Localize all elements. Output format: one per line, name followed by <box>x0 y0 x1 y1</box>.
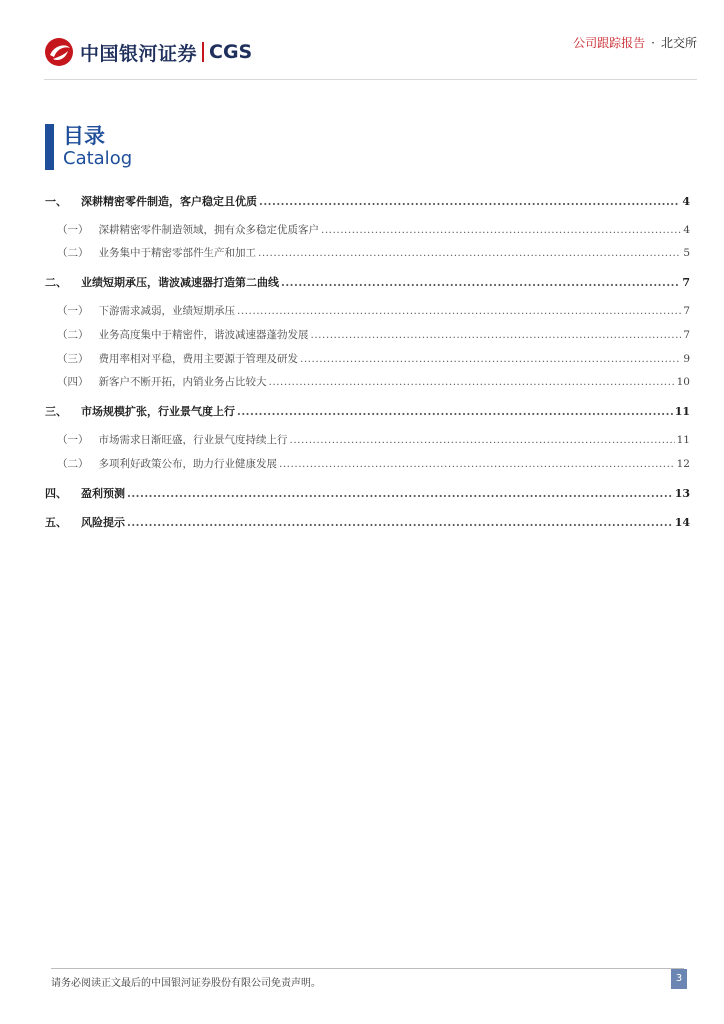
toc-title: 业绩短期承压，谐波减速器打造第二曲线 <box>81 276 279 289</box>
toc-page-number: 12 <box>676 458 690 470</box>
toc-number: （一） <box>57 305 89 317</box>
toc-leader-dots <box>258 247 681 259</box>
toc-page-number: 7 <box>683 305 690 317</box>
toc-leader-dots <box>127 487 673 500</box>
toc-title: 新客户不断开拓，内销业务占比较大 <box>98 376 267 388</box>
toc-section-link[interactable] <box>45 403 690 419</box>
title-accent-bar <box>45 124 54 170</box>
page-title-cn: 目录 <box>63 124 105 148</box>
toc-subsection-link[interactable] <box>45 432 690 447</box>
toc-title: 风险提示 <box>81 516 125 529</box>
toc-leader-dots <box>300 353 681 365</box>
toc-number: （二） <box>57 458 89 470</box>
toc-leader-dots <box>269 376 675 388</box>
toc-title: 业务集中于精密零部件生产和加工 <box>98 247 256 259</box>
toc-title: 盈利预测 <box>81 487 125 500</box>
toc-subsection-link[interactable] <box>45 245 690 260</box>
toc-leader-dots <box>311 329 682 341</box>
toc-leader-dots <box>237 305 681 317</box>
toc-page-number: 11 <box>676 434 690 446</box>
toc-page-number: 11 <box>674 405 690 418</box>
page-number: 3 <box>671 969 687 989</box>
toc-number: （二） <box>57 329 89 341</box>
toc-number: （四） <box>57 376 89 388</box>
toc-number: 一、 <box>45 195 67 208</box>
toc-number: 四、 <box>45 487 67 500</box>
toc-title: 下游需求减弱，业绩短期承压 <box>98 305 235 317</box>
toc-number: （一） <box>57 434 89 446</box>
toc-page-number: 5 <box>683 247 690 259</box>
toc-subsection-link[interactable] <box>45 327 690 342</box>
logo-text-en: CGS <box>209 41 253 63</box>
toc-leader-dots <box>237 405 673 418</box>
galaxy-logo-icon <box>44 37 74 67</box>
report-type-label <box>573 34 697 51</box>
toc-page-number: 9 <box>683 353 690 365</box>
toc-subsection-link[interactable] <box>45 303 690 318</box>
toc-page-number: 4 <box>683 224 690 236</box>
logo-divider <box>202 42 204 62</box>
toc-number: （一） <box>57 224 89 236</box>
header-divider <box>44 79 697 80</box>
toc-title: 深耕精密零件制造，客户稳定且优质 <box>81 195 257 208</box>
toc-number: 二、 <box>45 276 67 289</box>
toc-title: 费用率相对平稳，费用主要源于管理及研发 <box>98 353 298 365</box>
toc-number: （二） <box>57 247 89 259</box>
logo-text-cn: 中国银河证券 <box>80 42 198 65</box>
footer-divider <box>51 968 684 969</box>
toc-number: （三） <box>57 353 89 365</box>
toc-title: 多项利好政策公布，助力行业健康发展 <box>98 458 277 470</box>
toc-section-link[interactable] <box>45 485 690 501</box>
toc-leader-dots <box>259 195 680 208</box>
toc-leader-dots <box>281 276 680 289</box>
toc-subsection-link[interactable] <box>45 374 690 389</box>
toc-page-number: 7 <box>682 276 690 289</box>
toc-leader-dots <box>279 458 675 470</box>
toc-number: 三、 <box>45 405 67 418</box>
toc-section-link[interactable] <box>45 193 690 209</box>
toc-leader-dots <box>321 224 681 236</box>
header-separator: · <box>651 36 655 50</box>
toc-section-link[interactable] <box>45 274 690 290</box>
toc-subsection-link[interactable] <box>45 351 690 366</box>
toc-number: 五、 <box>45 516 67 529</box>
toc-page-number: 10 <box>676 376 690 388</box>
company-logo <box>44 37 252 67</box>
toc-page-number: 13 <box>674 487 690 500</box>
toc-section-link[interactable] <box>45 514 690 530</box>
toc-page-number: 4 <box>682 195 690 208</box>
toc-leader-dots <box>290 434 675 446</box>
toc-page-number: 7 <box>683 329 690 341</box>
toc-leader-dots <box>127 516 673 529</box>
toc-title: 市场需求日渐旺盛，行业景气度持续上行 <box>98 434 288 446</box>
toc-title: 市场规模扩张，行业景气度上行 <box>81 405 235 418</box>
toc-page-number: 14 <box>674 516 690 529</box>
toc-title: 深耕精密零件制造领域，拥有众多稳定优质客户 <box>98 224 319 236</box>
footer-disclaimer: 请务必阅读正文最后的中国银河证券股份有限公司免责声明。 <box>51 978 321 989</box>
page-title-en: Catalog <box>63 148 133 169</box>
toc-title: 业务高度集中于精密件，谐波减速器蓬勃发展 <box>98 329 309 341</box>
toc-subsection-link[interactable] <box>45 456 690 471</box>
toc-subsection-link[interactable] <box>45 222 690 237</box>
exchange-board: 北交所 <box>660 36 697 50</box>
report-type: 公司跟踪报告 <box>573 36 646 50</box>
